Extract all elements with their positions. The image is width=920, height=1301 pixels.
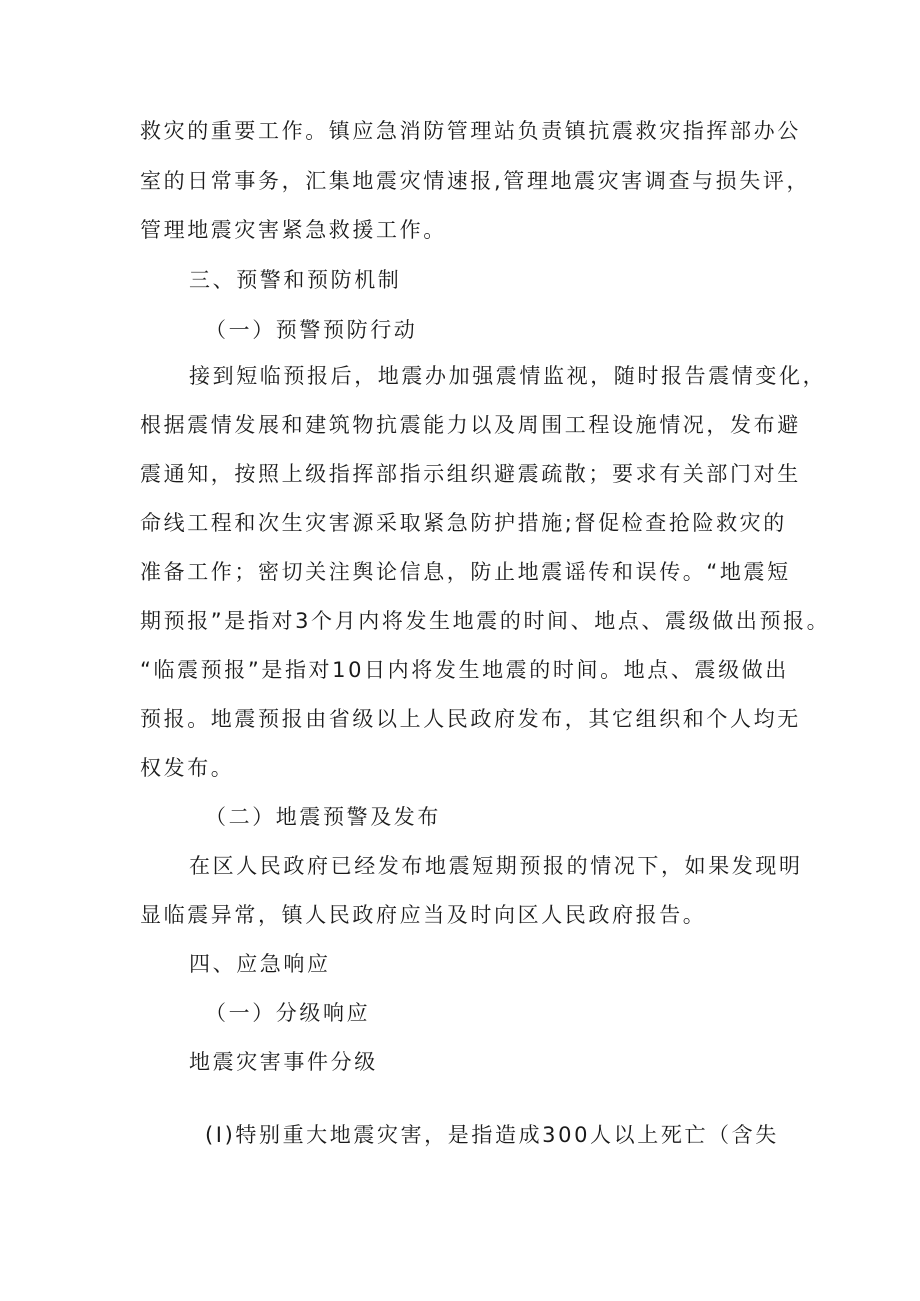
paragraph-line: 震通知，按照上级指挥部指示组织避震疏散；要求有关部门对生 <box>140 462 801 486</box>
paragraph-line: “临震预报”是指对10日内将发生地震的时间。地点、震级做出 <box>140 658 789 682</box>
paragraph-line: 命线工程和次生灾害源采取紧急防护措施;督促检查抢险救灾的 <box>140 511 787 535</box>
paragraph-line: 室的日常事务，汇集地震灾情速报,管理地震灾害调查与损失评， <box>140 169 811 193</box>
subsection-heading: （二）地震预警及发布 <box>205 805 441 829</box>
paragraph-line: 期预报”是指对3个月内将发生地震的时间、地点、震级做出预报。 <box>140 609 831 633</box>
paragraph-line: 管理地震灾害紧急救援工作。 <box>140 218 447 242</box>
paragraph-line: 准备工作；密切关注舆论信息，防止地震谣传和误传。“地震短 <box>140 560 791 584</box>
paragraph-line: 接到短临预报后，地震办加强震情监视，随时报告震情变化， <box>189 364 827 388</box>
paragraph-line: 救灾的重要工作。镇应急消防管理站负责镇抗震救灾指挥部办公 <box>140 119 801 143</box>
subsection-heading: （一）分级响应 <box>205 1001 371 1025</box>
paragraph-line: 显临震异常，镇人民政府应当及时向区人民政府报告。 <box>140 903 707 927</box>
paragraph-line: 权发布。 <box>140 756 235 780</box>
section-heading: 三、预警和预防机制 <box>189 268 402 292</box>
subsection-heading: （一）预警预防行动 <box>205 318 418 342</box>
paragraph-line: 在区人民政府已经发布地震短期预报的情况下，如果发现明 <box>189 854 803 878</box>
paragraph-line: 预报。地震预报由省级以上人民政府发布，其它组织和个人均无 <box>140 707 801 731</box>
paragraph-line: 根据震情发展和建筑物抗震能力以及周围工程设施情况，发布避 <box>140 413 801 437</box>
section-heading: 四、应急响应 <box>189 952 331 976</box>
paragraph-line: (I)特别重大地震灾害，是指造成300人以上死亡（含失 <box>205 1123 779 1147</box>
paragraph-line: 地震灾害事件分级 <box>189 1050 378 1074</box>
